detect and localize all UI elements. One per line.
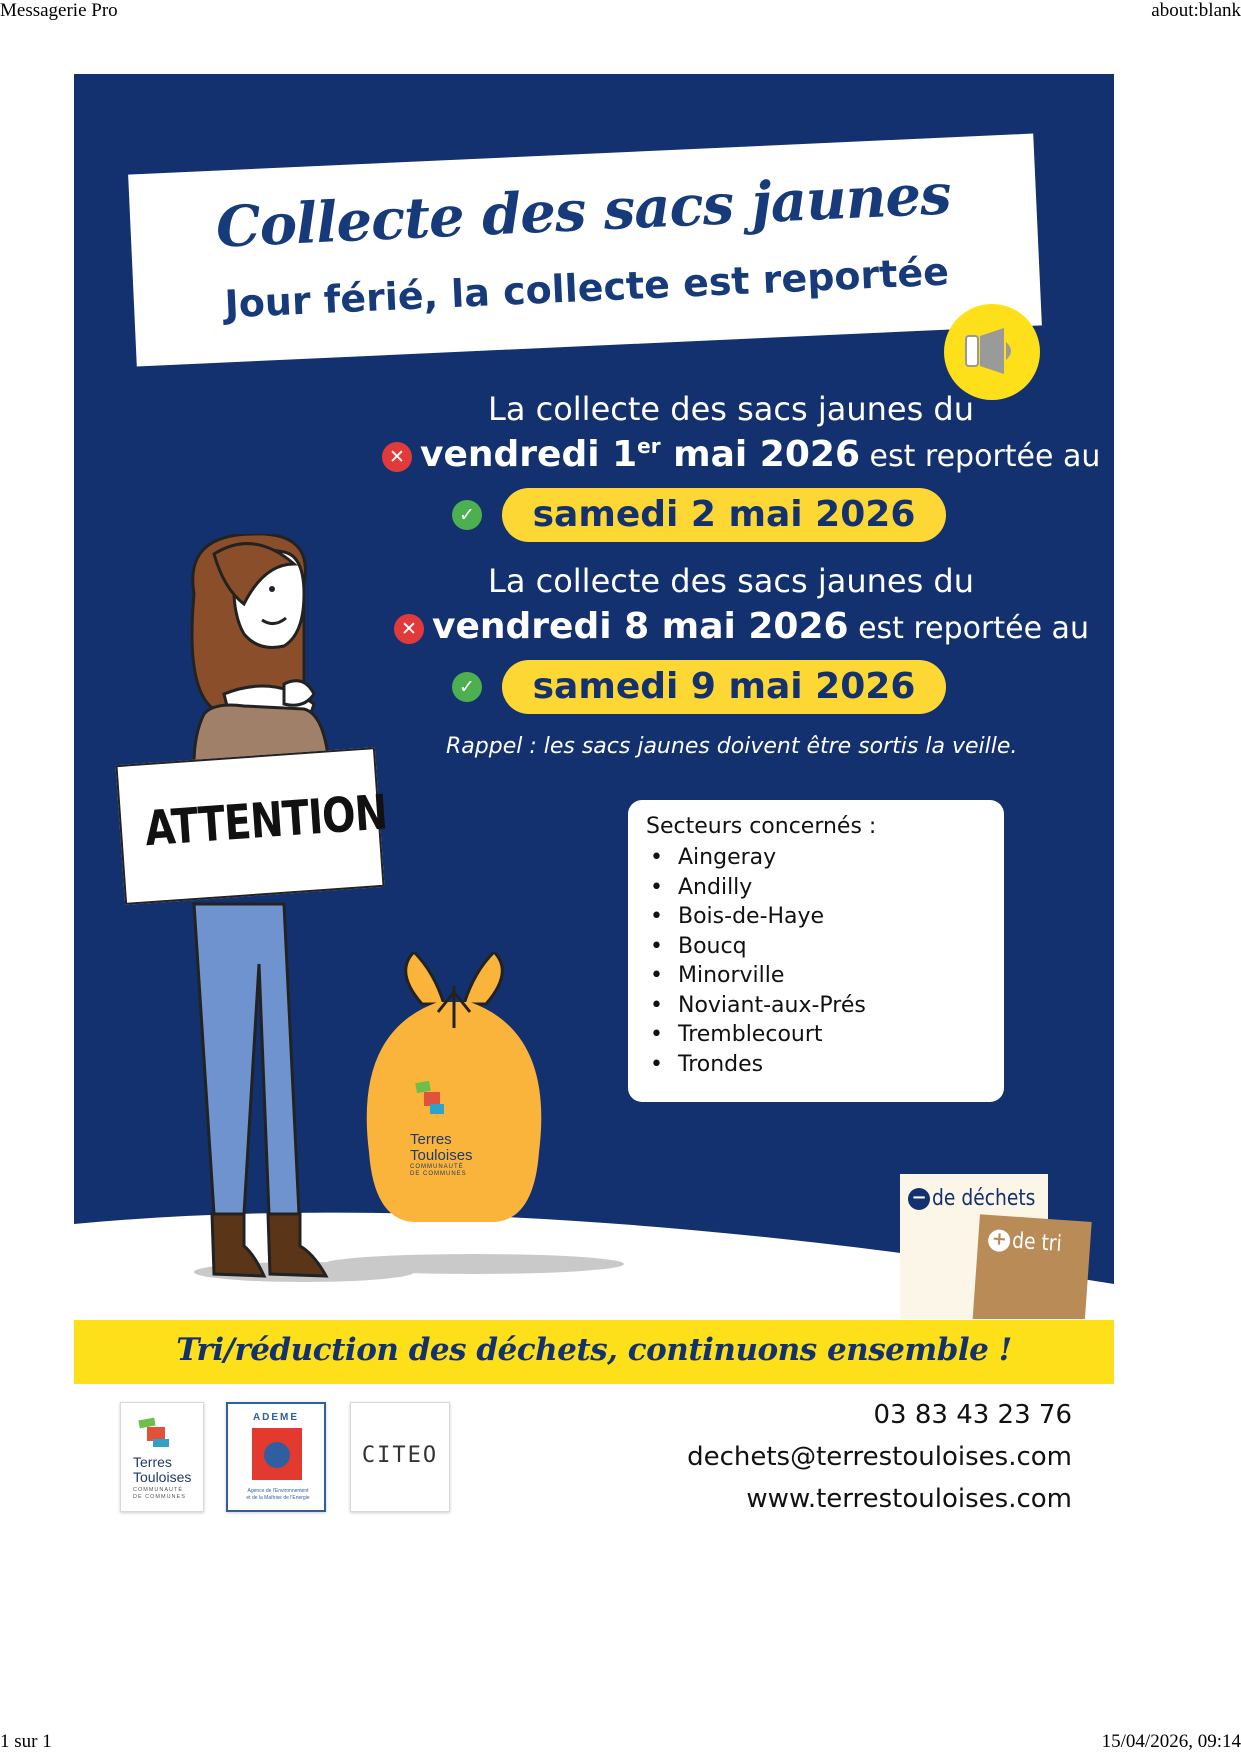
- notice-1-postponed-label: est reportée au: [860, 439, 1101, 474]
- bag-logo-line2: Touloises: [410, 1147, 473, 1164]
- megaphone-icon: [944, 304, 1040, 400]
- poster-subtitle: Jour férié, la collecte est reportée: [223, 249, 950, 327]
- contact-email: dechets@terrestouloises.com: [687, 1442, 1072, 1472]
- notice-1-cancelled-date: [420, 434, 1100, 475]
- cross-circle-icon: ✕: [394, 614, 424, 644]
- terres-touloises-name: [133, 1455, 191, 1485]
- notice-1-month: mai 2026: [660, 434, 860, 475]
- check-circle-icon: ✓: [452, 500, 482, 530]
- sectors-title: Secteurs concernés :: [646, 814, 877, 839]
- contact-website: www.terrestouloises.com: [746, 1484, 1072, 1514]
- more-sorting-box: [972, 1214, 1091, 1319]
- sector-item: • Minorville: [646, 961, 986, 991]
- sector-item: • Boucq: [646, 932, 986, 962]
- yellow-bag-illustration: [354, 952, 554, 1252]
- ademe-caption-1: Agence de l'Environnement: [247, 1488, 309, 1494]
- terres-touloises-line2: Touloises: [133, 1469, 192, 1485]
- print-footer-page: 1 sur 1: [0, 1731, 52, 1752]
- bag-logo-line1: Terres: [410, 1131, 452, 1148]
- print-footer-datetime: 15/04/2026, 09:14: [1101, 1731, 1241, 1752]
- ademe-logo: [226, 1402, 326, 1512]
- notice-2-intro: La collecte des sacs jaunes du: [488, 562, 974, 600]
- terres-touloises-logo: [120, 1402, 204, 1512]
- terres-touloises-mark-icon: [135, 1417, 175, 1451]
- attention-sign: [115, 747, 389, 905]
- sector-item: • Bois-de-Haye: [646, 902, 986, 932]
- bag-logo-label: [410, 1132, 480, 1178]
- notice-1-intro: La collecte des sacs jaunes du: [488, 390, 974, 428]
- sectors-list: [646, 843, 986, 1079]
- print-header-title: Messagerie Pro: [0, 0, 118, 21]
- notice-2-new-date: samedi 9 mai 2026: [502, 660, 946, 714]
- notice-1-day-suffix: er: [637, 434, 661, 458]
- sector-item: • Aingeray: [646, 843, 986, 873]
- attention-text: ATTENTION: [143, 784, 389, 858]
- terres-touloises-sub: [133, 1487, 186, 1501]
- poster: [74, 74, 1114, 1319]
- terres-touloises-sub2: DE COMMUNES: [133, 1494, 186, 1500]
- bag-logo-sub2: DE COMMUNES: [410, 1171, 467, 1177]
- sectors-box: [628, 800, 1004, 1102]
- sector-item: • Trondes: [646, 1050, 986, 1080]
- minus-circle-icon: −: [908, 1188, 930, 1210]
- notice-2-postponed-label: est reportée au: [848, 611, 1089, 646]
- plus-circle-icon: +: [987, 1229, 1010, 1252]
- ademe-name: ADEME: [252, 1412, 300, 1423]
- more-sorting-label: de tri: [1011, 1228, 1063, 1257]
- ademe-caption-2: et de la Maîtrise de l'Energie: [246, 1495, 310, 1501]
- contact-phone: 03 83 43 23 76: [873, 1400, 1072, 1430]
- poster-title: Collecte des sacs jaunes: [214, 161, 952, 261]
- slogan-text: Tri/réduction des déchets, continuons ensemble !: [176, 1332, 1012, 1368]
- globe-icon: [264, 1442, 290, 1468]
- notice-1-day: vendredi 1: [420, 434, 638, 475]
- cross-circle-icon: ✕: [382, 442, 412, 472]
- notice-2-cancelled-date: [432, 606, 1089, 647]
- citeo-logo: [350, 1402, 450, 1512]
- reminder-text: Rappel : les sacs jaunes doivent être sortis la veille.: [446, 734, 1018, 759]
- ademe-caption: [232, 1488, 324, 1502]
- title-banner: [128, 134, 1042, 367]
- print-header-url: about:blank: [1151, 0, 1241, 21]
- notice-2-day: vendredi 8 mai 2026: [432, 606, 849, 647]
- less-waste-label: de déchets: [932, 1186, 1036, 1211]
- bag-logo-sub1: COMMUNAUTÉ: [410, 1164, 464, 1170]
- terres-touloises-line1: Terres: [133, 1454, 172, 1470]
- sector-item: • Noviant-aux-Prés: [646, 991, 986, 1021]
- sector-item: • Andilly: [646, 873, 986, 903]
- terres-touloises-sub1: COMMUNAUTÉ: [133, 1487, 184, 1493]
- citeo-name: CITEO: [361, 1443, 439, 1468]
- sector-item: • Tremblecourt: [646, 1020, 986, 1050]
- notice-1-new-date: samedi 2 mai 2026: [502, 488, 946, 542]
- slogan-strip: [74, 1320, 1114, 1384]
- check-circle-icon: ✓: [452, 672, 482, 702]
